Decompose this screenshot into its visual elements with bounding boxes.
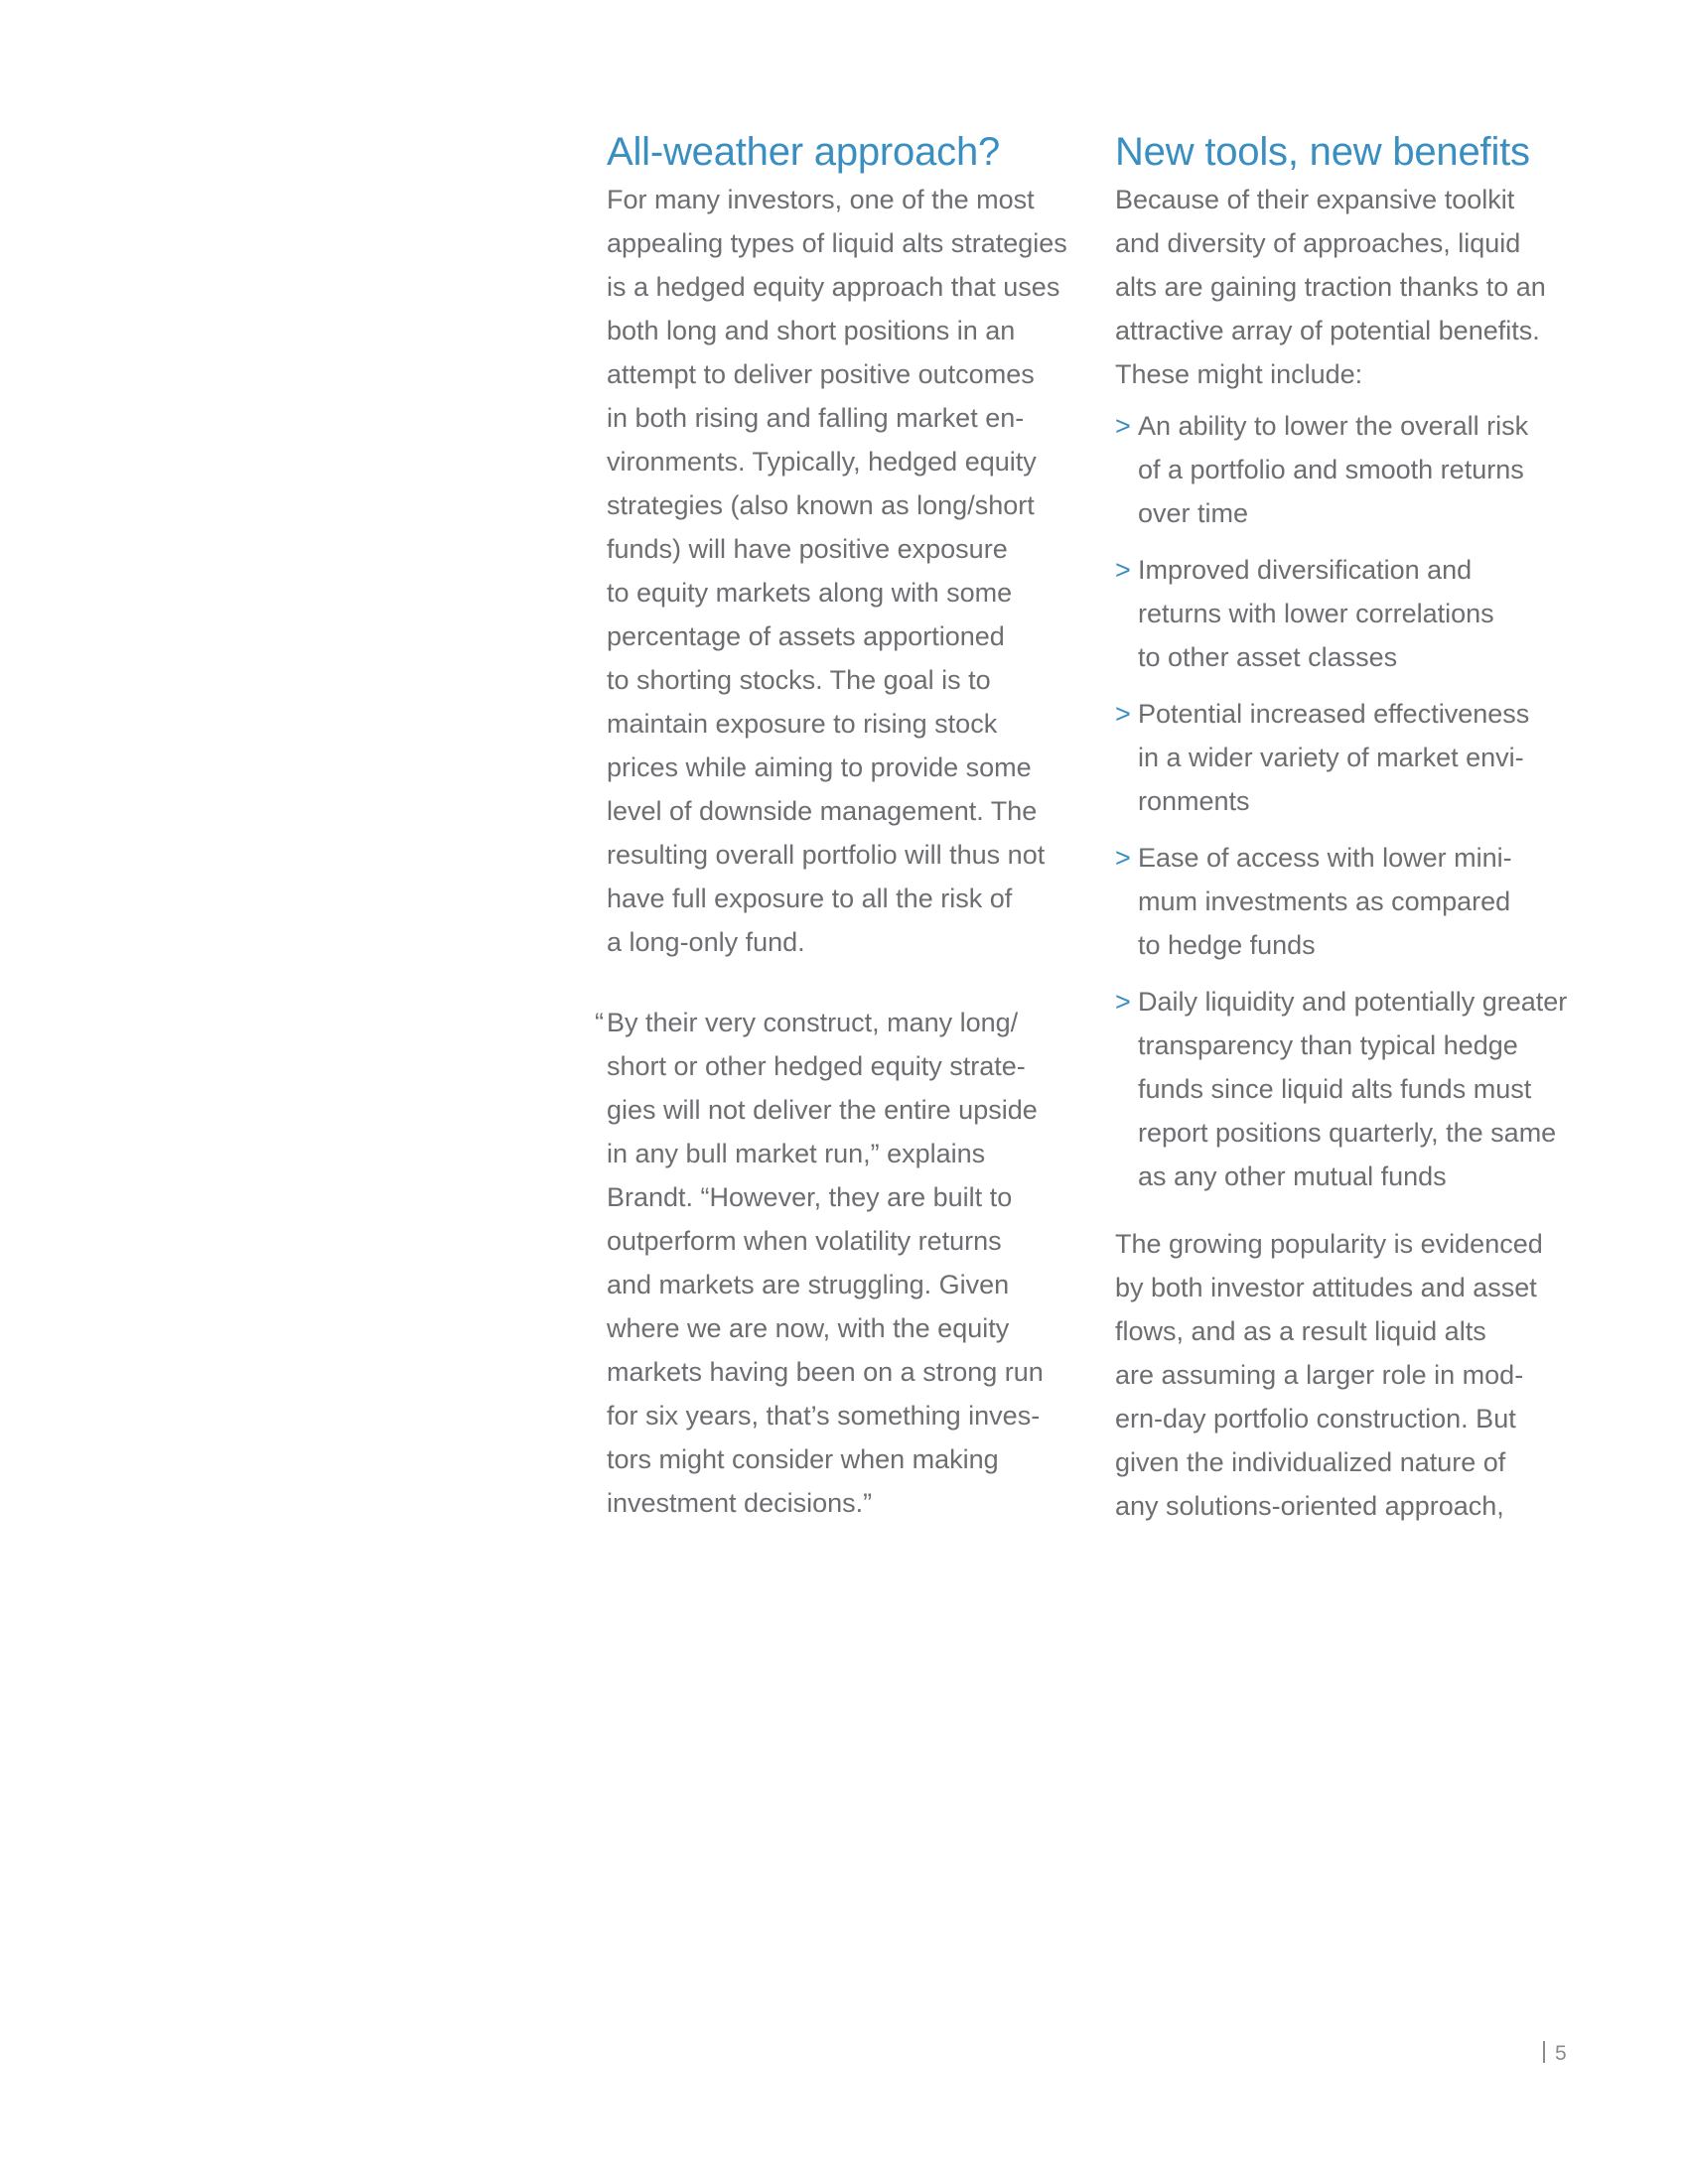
benefit-line: transparency than typical hedge	[1138, 1030, 1518, 1060]
benefit-item	[1115, 692, 1587, 823]
paragraph-line: level of downside management. The	[607, 796, 1038, 826]
paragraph-line: For many investors, one of the most	[607, 185, 1035, 214]
paragraph-line: appealing types of liquid alts strategies	[607, 228, 1067, 258]
chevron-right-icon: >	[1115, 555, 1131, 585]
benefit-item	[1115, 836, 1587, 967]
paragraph-line: funds) will have positive exposure	[607, 534, 1008, 564]
paragraph-line: maintain exposure to rising stock	[607, 709, 998, 739]
right-column	[1115, 126, 1587, 1528]
quote-line: where we are now, with the equity	[607, 1313, 1010, 1343]
benefit-line: in a wider variety of market envi-	[1138, 743, 1524, 772]
paragraph-line: is a hedged equity approach that uses	[607, 272, 1060, 302]
closing-paragraph	[1115, 1222, 1587, 1528]
intro-line: attractive array of potential benefits.	[1115, 316, 1540, 345]
benefit-line: Ease of access with lower mini-	[1138, 843, 1512, 873]
paragraph-line: percentage of assets apportioned	[607, 621, 1005, 651]
benefit-line: of a portfolio and smooth returns	[1138, 455, 1524, 484]
chevron-right-icon: >	[1115, 411, 1131, 441]
closing-line: by both investor attitudes and asset	[1115, 1273, 1537, 1302]
intro-line: and diversity of approaches, liquid	[1115, 228, 1521, 258]
paragraph-line: to shorting stocks. The goal is to	[607, 665, 991, 695]
closing-line: any solutions-oriented approach,	[1115, 1491, 1504, 1521]
hedged-equity-paragraph	[607, 178, 1078, 964]
intro-line: alts are gaining traction thanks to an	[1115, 272, 1546, 302]
benefit-item	[1115, 980, 1587, 1198]
benefit-line: mum investments as compared	[1138, 887, 1511, 916]
section-heading-new-tools: New tools, new benefits	[1115, 130, 1530, 174]
benefit-line: Daily liquidity and potentially greater	[1138, 987, 1568, 1017]
open-quote-mark: “	[595, 1008, 604, 1037]
chevron-right-icon: >	[1115, 843, 1131, 873]
intro-paragraph	[1115, 178, 1587, 396]
closing-line: ern-day portfolio construction. But	[1115, 1404, 1516, 1433]
quote-line: markets having been on a strong run	[607, 1357, 1044, 1387]
section-heading-all-weather: All-weather approach?	[607, 130, 1001, 174]
quote-line: tors might consider when making	[607, 1444, 999, 1474]
quote-line: Brandt. “However, they are built to	[607, 1182, 1013, 1212]
benefit-line: ronments	[1138, 786, 1250, 816]
closing-line: The growing popularity is evidenced	[1115, 1229, 1543, 1259]
intro-line: These might include:	[1115, 359, 1363, 389]
quote-line: for six years, that’s something inves-	[607, 1401, 1041, 1431]
quote-line: outperform when volatility returns	[607, 1226, 1002, 1256]
closing-line: are assuming a larger role in mod-	[1115, 1360, 1524, 1390]
quote-line: By their very construct, many long/	[607, 1008, 1019, 1037]
paragraph-line: in both rising and falling market en-	[607, 403, 1025, 433]
benefit-line: An ability to lower the overall risk	[1138, 411, 1529, 441]
benefit-item	[1115, 548, 1587, 679]
paragraph-line: vironments. Typically, hedged equity	[607, 447, 1037, 477]
benefit-line: as any other mutual funds	[1138, 1161, 1447, 1191]
paragraph-line: a long-only fund.	[607, 927, 805, 957]
left-column	[595, 126, 1078, 1525]
quote-line: gies will not deliver the entire upside	[607, 1095, 1038, 1125]
paragraph-line: have full exposure to all the risk of	[607, 884, 1013, 913]
quote-line: in any bull market run,” explains	[607, 1139, 986, 1168]
paragraph-line: resulting overall portfolio will thus not	[607, 840, 1046, 870]
benefit-line: funds since liquid alts funds must	[1138, 1074, 1532, 1104]
page-number-divider	[1543, 2041, 1545, 2063]
page-number	[1543, 2042, 1567, 2066]
benefit-line: returns with lower correlations	[1138, 599, 1494, 628]
paragraph-line: strategies (also known as long/short	[607, 490, 1035, 520]
paragraph-line: prices while aiming to provide some	[607, 752, 1032, 782]
benefit-line: Improved diversification and	[1138, 555, 1473, 585]
benefit-line: to other asset classes	[1138, 642, 1398, 672]
brandt-quote	[595, 1001, 1078, 1525]
paragraph-line: both long and short positions in an	[607, 316, 1016, 345]
quote-line: and markets are struggling. Given	[607, 1270, 1010, 1299]
benefit-line: Potential increased effectiveness	[1138, 699, 1530, 729]
benefits-list	[1115, 404, 1587, 1198]
paragraph-line: to equity markets along with some	[607, 578, 1013, 608]
quote-line: short or other hedged equity strate-	[607, 1051, 1026, 1081]
closing-line: given the individualized nature of	[1115, 1447, 1506, 1477]
intro-line: Because of their expansive toolkit	[1115, 185, 1515, 214]
closing-line: flows, and as a result liquid alts	[1115, 1316, 1486, 1346]
benefit-line: over time	[1138, 498, 1249, 528]
chevron-right-icon: >	[1115, 987, 1131, 1017]
quote-line: investment decisions.”	[607, 1488, 873, 1518]
paragraph-line: attempt to deliver positive outcomes	[607, 359, 1035, 389]
benefit-line: report positions quarterly, the same	[1138, 1118, 1557, 1148]
benefit-item	[1115, 404, 1587, 535]
chevron-right-icon: >	[1115, 699, 1131, 729]
page-number-value: 5	[1555, 2042, 1567, 2065]
benefit-line: to hedge funds	[1138, 930, 1316, 960]
